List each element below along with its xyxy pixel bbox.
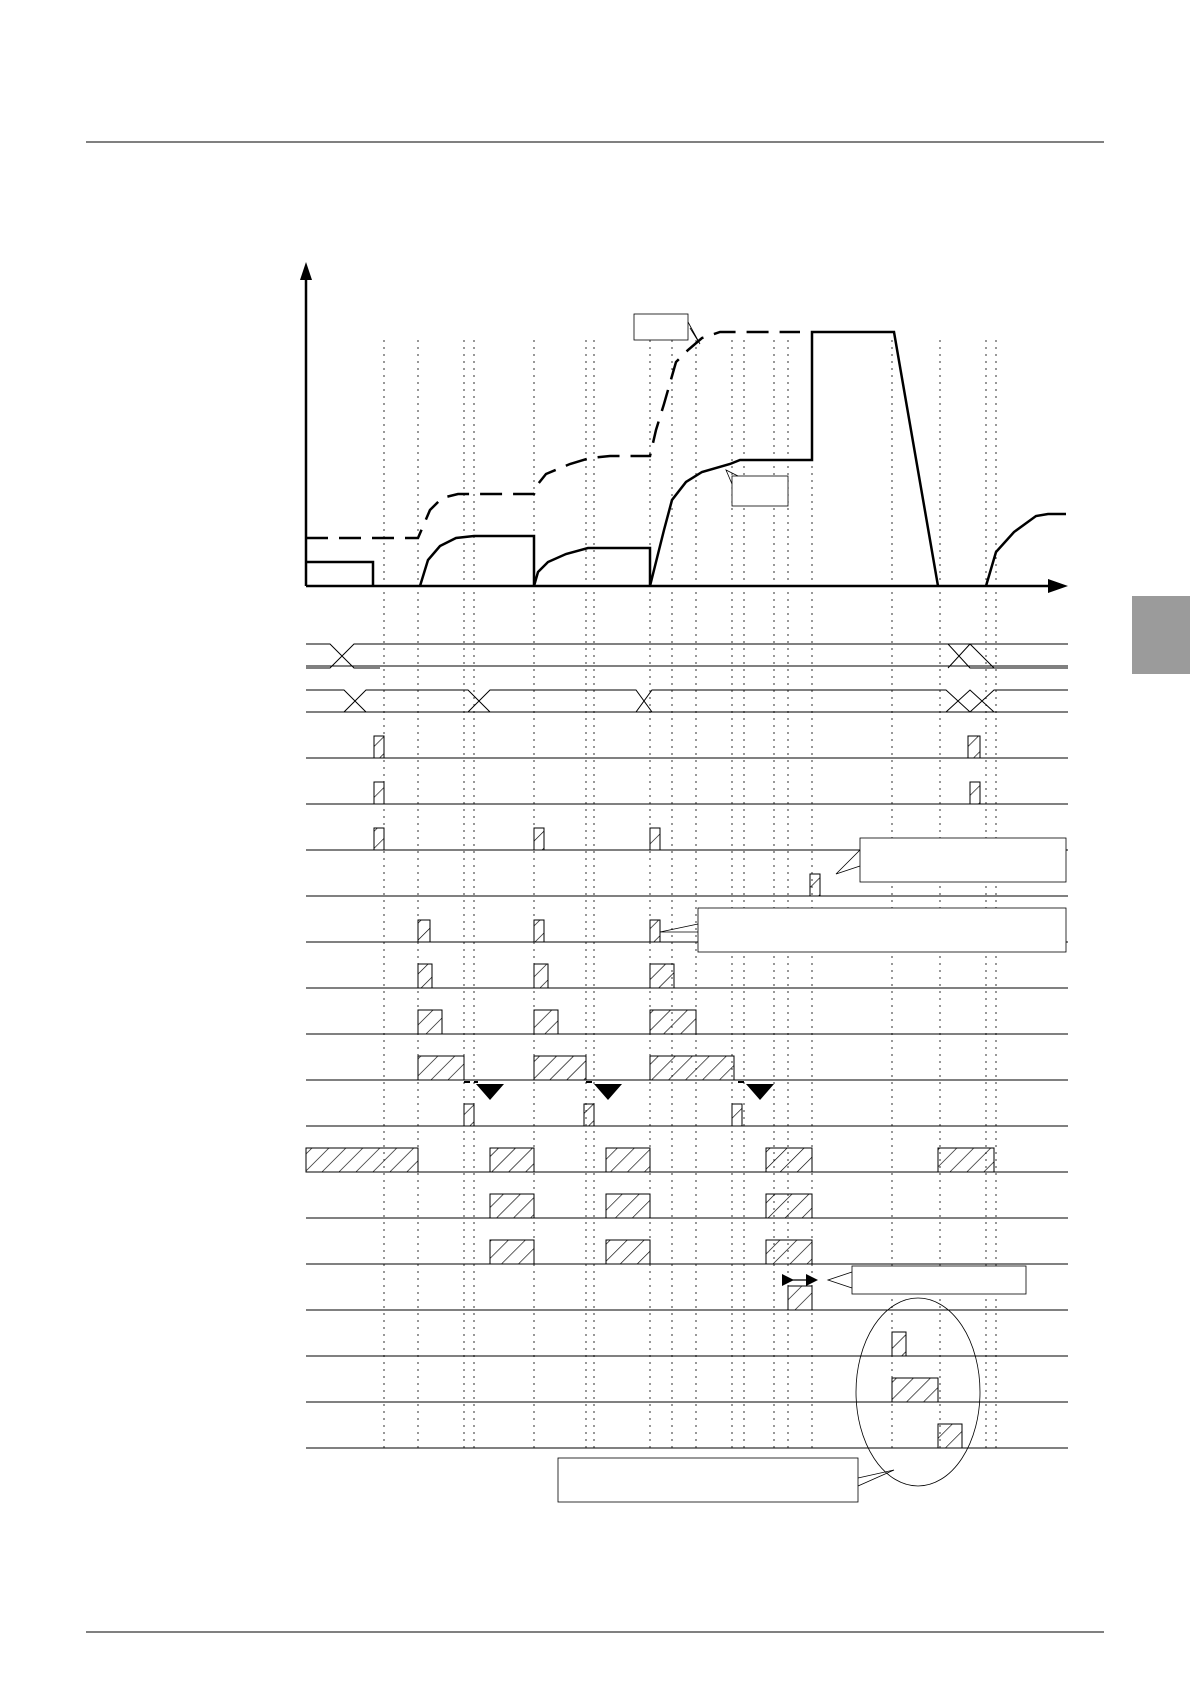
pulse-block <box>892 1378 938 1402</box>
pulse-block <box>606 1194 650 1218</box>
pulse-block <box>892 1332 906 1356</box>
pulse-block <box>490 1240 534 1264</box>
state-row-1 <box>306 644 1068 668</box>
pulse-block <box>766 1240 812 1264</box>
callout-leader-d <box>858 1470 894 1486</box>
callout-leader-b <box>660 924 698 932</box>
axes <box>300 262 1068 593</box>
pulse-block <box>418 1010 442 1034</box>
triangle-3 <box>746 1084 774 1100</box>
x-axis-arrow <box>1048 579 1068 593</box>
pulse-block <box>938 1424 962 1448</box>
pulse-block <box>732 1104 742 1126</box>
callout-box-b <box>698 908 1066 952</box>
callout-leader-a <box>836 850 860 874</box>
pulse-block <box>374 828 384 850</box>
pulse-block <box>766 1194 812 1218</box>
pulse-block <box>650 964 674 988</box>
pulse-block <box>534 1010 558 1034</box>
pulse-block <box>418 920 430 942</box>
pulse-block <box>418 1056 464 1080</box>
callout-leader-c <box>828 1272 852 1288</box>
pulse-block <box>938 1148 994 1172</box>
callout-leader-upper <box>688 322 700 344</box>
solid-curve <box>306 332 1066 586</box>
dashed-curve <box>306 332 800 538</box>
pulse-block <box>306 1148 418 1172</box>
pulse-block <box>650 920 660 942</box>
pulse-block <box>970 782 980 804</box>
pulse-block <box>534 828 544 850</box>
pulse-block <box>490 1148 534 1172</box>
pulse-block <box>374 782 384 804</box>
state-row-2 <box>306 690 1068 712</box>
callout-box-lower <box>732 476 788 506</box>
pulse-block <box>650 828 660 850</box>
pulse-block <box>606 1148 650 1172</box>
callout-box-c <box>852 1266 1026 1294</box>
pulse-block <box>650 1056 734 1080</box>
triangle-2 <box>594 1084 622 1100</box>
y-axis-arrow <box>300 262 312 280</box>
triangle-1 <box>476 1084 504 1100</box>
pulse-block <box>606 1240 650 1264</box>
state-rows <box>306 644 1068 712</box>
pulse-block <box>374 736 384 758</box>
pulse-block <box>534 1056 586 1080</box>
graph-callouts <box>634 314 788 506</box>
pulse-block <box>490 1194 534 1218</box>
pulse-block <box>810 874 820 896</box>
pulse-block <box>968 736 980 758</box>
pulse-block <box>766 1148 812 1172</box>
callout-box-upper <box>634 314 688 340</box>
pulse-block <box>788 1286 812 1310</box>
callout-box-a <box>860 838 1066 882</box>
section-tab-block <box>1132 596 1190 674</box>
pulse-block <box>464 1104 474 1126</box>
pulse-block <box>534 964 548 988</box>
pulse-block <box>418 964 432 988</box>
pulse-block <box>650 1010 696 1034</box>
pulse-block <box>534 920 544 942</box>
pulse-block <box>584 1104 594 1126</box>
callout-box-d <box>558 1458 858 1502</box>
marker-triangles <box>464 1082 774 1100</box>
